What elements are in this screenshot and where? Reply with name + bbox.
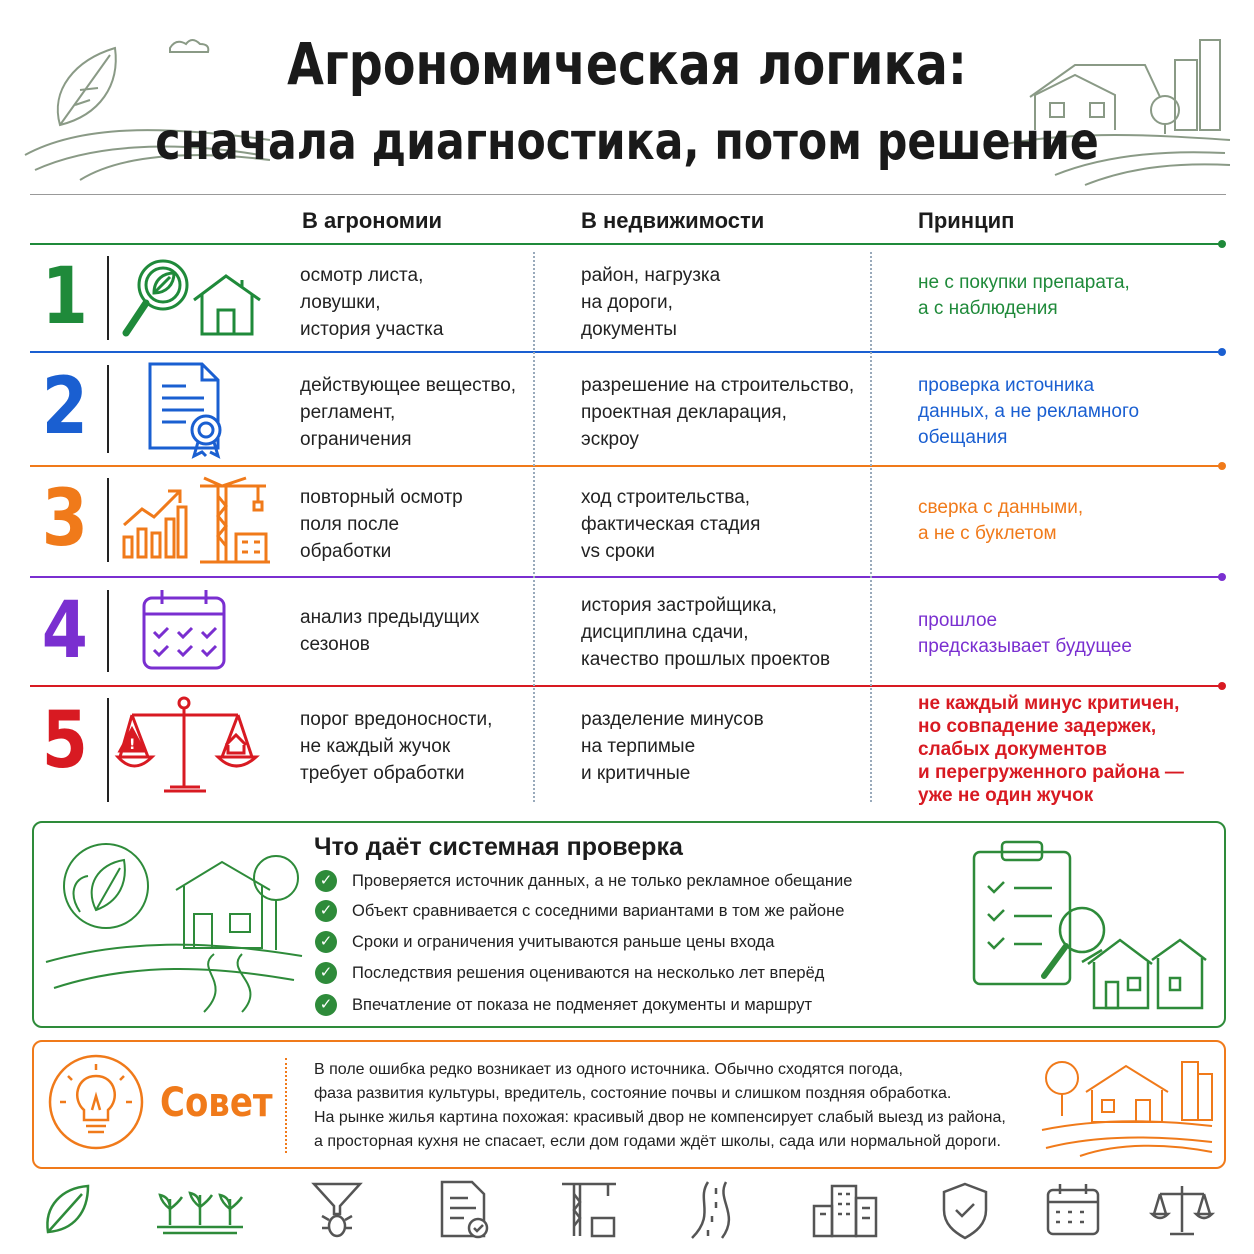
tip-line-2: фаза развития культуры, вредитель, состояние почвы и слишком поздняя обработка. — [314, 1085, 952, 1102]
check-item-4: Последствия решения оцениваются на несколько лет вперёд — [352, 964, 825, 982]
page-subtitle: сначала диагностика, потом решение — [155, 112, 1099, 172]
house-icon — [190, 272, 265, 337]
row1-line — [30, 243, 1220, 245]
crane-icon — [560, 1178, 620, 1240]
column-header-principle: Принцип — [918, 208, 1015, 233]
calendar-icon — [1046, 1182, 1102, 1238]
row1-dot — [1218, 240, 1226, 248]
row4-number: 4 — [41, 586, 88, 676]
row5-number: 5 — [41, 696, 88, 786]
row2-number: 2 — [41, 362, 88, 452]
row3-bar — [107, 478, 109, 562]
checkmark-icon: ✓ — [315, 870, 337, 892]
check-item-2: Объект сравнивается с соседними вариантами в том же районе — [352, 902, 845, 920]
farm-house-illustration — [44, 830, 304, 1015]
tip-label: Совет — [160, 1080, 273, 1126]
header-top-line — [30, 194, 1226, 195]
shield-check-icon — [940, 1182, 990, 1240]
row2-agro: действующее вещество, регламент, ограничения — [300, 375, 517, 450]
orange-house-illustration — [1040, 1052, 1215, 1157]
tip-line-4: а просторная кухня не спасает, если дом годами ждёт школы, сада или нормальной дороги. — [314, 1133, 1001, 1150]
magnifier-leaf-icon — [118, 255, 198, 340]
svg-text:!: ! — [129, 737, 136, 753]
leaf-icon — [42, 1182, 92, 1237]
checkmark-icon: ✓ — [315, 931, 337, 953]
column-header-agro: В агрономии — [302, 208, 443, 233]
row5-dot — [1218, 682, 1226, 690]
checkmark-icon: ✓ — [315, 994, 337, 1016]
tip-line-1: В поле ошибка редко возникает из одного источника. Обычно сходятся погода, — [314, 1061, 903, 1078]
row1-realty: район, нагрузка на дороги, документы — [581, 265, 721, 340]
check-item-1: Проверяется источник данных, а не только рекламное обещание — [352, 872, 853, 890]
divider-col1 — [533, 252, 535, 802]
row2-bar — [107, 365, 109, 453]
calendar-check-icon — [140, 588, 230, 673]
row1-number: 1 — [41, 252, 88, 342]
row4-bar — [107, 590, 109, 672]
row5-realty: разделение минусов на терпимые и критичные — [581, 709, 764, 784]
column-header-realty: В недвижимости — [581, 208, 765, 233]
construction-crane-icon — [198, 476, 273, 566]
road-icon — [686, 1180, 746, 1240]
balance-scale-icon — [118, 695, 258, 800]
checklist-house-illustration — [970, 838, 1210, 1016]
row3-principle: сверка с данными, а не с буклетом — [918, 497, 1084, 544]
lightbulb-icon — [46, 1052, 146, 1152]
row3-line — [30, 465, 1220, 467]
checkmark-icon: ✓ — [315, 900, 337, 922]
row3-agro: повторный осмотр поля после обработки — [300, 487, 463, 562]
check-item-3: Сроки и ограничения учитываются раньше цены входа — [352, 933, 775, 951]
row3-number: 3 — [41, 474, 88, 564]
row2-line — [30, 351, 1220, 353]
row3-dot — [1218, 462, 1226, 470]
growth-chart-icon — [120, 485, 190, 560]
row2-principle: проверка источника данных, а не рекламного обещания — [918, 375, 1140, 448]
row1-agro: осмотр листа, ловушки, история участка — [300, 265, 444, 340]
row4-agro: анализ предыдущих сезонов — [300, 607, 480, 655]
row1-bar — [107, 256, 109, 340]
certificate-document-icon — [146, 362, 231, 457]
seedlings-icon — [155, 1185, 245, 1235]
sprayer-bug-icon — [310, 1180, 365, 1240]
checkmark-icon: ✓ — [315, 962, 337, 984]
row2-dot — [1218, 348, 1226, 356]
divider-col2 — [870, 252, 872, 802]
row4-realty: история застройщика, дисциплина сдачи, качество прошлых проектов — [581, 595, 831, 670]
check-item-5: Впечатление от показа не подменяет документы и маршрут — [352, 996, 813, 1014]
row3-realty: ход строительства, фактическая стадия vs сроки — [581, 487, 761, 562]
page-title: Агрономическая логика: — [287, 30, 967, 98]
tip-line-3: На рынке жилья картина похожая: красивый двор не компенсирует слабый выезд из района, — [314, 1109, 1006, 1126]
document-check-icon — [438, 1180, 493, 1240]
check-title: Что даёт системная проверка — [314, 833, 683, 861]
row4-principle: прошлое предсказывает будущее — [918, 610, 1132, 657]
row4-line — [30, 576, 1220, 578]
row5-agro: порог вредоносности, не каждый жучок требует обработки — [300, 709, 493, 784]
row5-principle: не каждый минус критичен, но совпадение задержек, слабых документов и перегруженного района — уже не один жучок — [918, 693, 1184, 806]
row1-principle: не с покупки препарата, а с наблюдения — [918, 272, 1130, 319]
row4-dot — [1218, 573, 1226, 581]
tip-divider — [285, 1058, 287, 1153]
row2-realty: разрешение на строительство, проектная декларация, эскроу — [581, 375, 855, 450]
buildings-icon — [810, 1182, 880, 1238]
row5-line — [30, 685, 1220, 687]
row5-bar — [107, 698, 109, 802]
scales-icon — [1152, 1182, 1212, 1238]
